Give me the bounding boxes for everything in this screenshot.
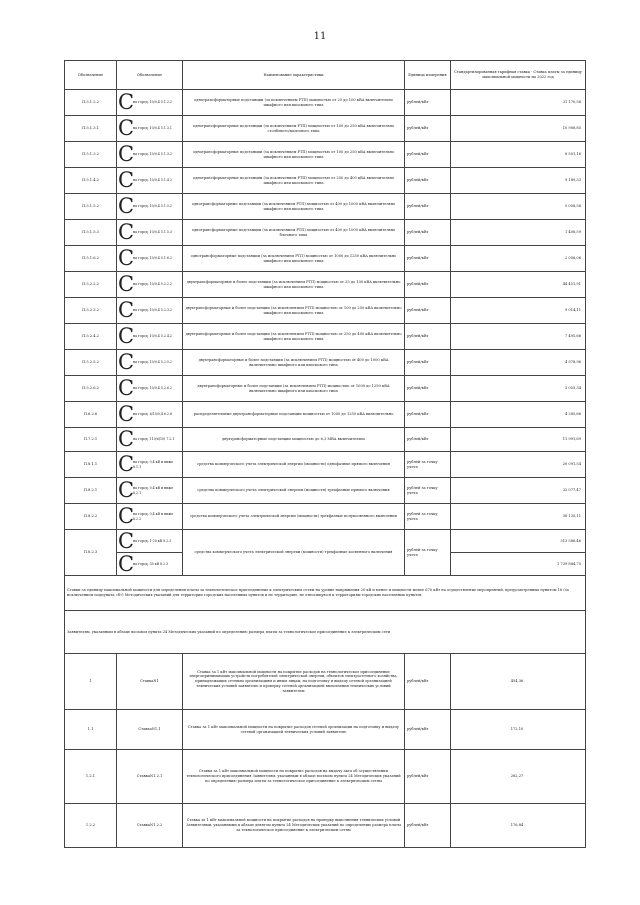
row-unit: рублей/кВт: [405, 324, 451, 350]
row-unit: рублей/кВт: [405, 804, 451, 848]
c-glyph-icon: C: [118, 194, 135, 218]
row-unit: рублей/кВт: [405, 194, 451, 220]
bottom-table-row: [65, 654, 586, 710]
c-glyph-icon: C: [118, 402, 135, 426]
header-designation-2: Обозначение: [117, 61, 183, 90]
note-text: Ставки за единицу максимальной мощности для определения платы за технологическое присоединение к электрическим сетям на уровне напряжения 20 кВ и менее и мощности менее 670 кВт на осуществление мероприятий, предусмотренных пунктом 16 (за исключением подпункта «б») Методических указаний для территории городских населенных пунктов и не территорию, не относящуюся к территориям городских населенных пунктов: [65, 576, 586, 611]
row-description: двухтрансформаторные и более подстанции (за исключением РТП) мощностью от 250 до 400 кВА включительно шкафного или киоскового типа: [183, 324, 405, 350]
designation-text: на город, 10/0,4 5.1.6.2: [133, 256, 172, 261]
c-glyph-icon: C: [118, 298, 135, 322]
row-code: 1.2.2: [65, 804, 117, 848]
row-unit: рублей/кВт: [405, 90, 451, 116]
table-row: [65, 478, 586, 504]
designation-text: на город, 0,4 кВ и ниже 8.1.1: [133, 460, 174, 469]
designation-text: на город, 1-20 кВ 8.2.3: [133, 538, 172, 543]
section-text: Заявителям, указанным в абзаце восьмом пункта 24 Методических указаний по определению размера платы за технологическое присоединение к электрическим сети: [65, 611, 586, 654]
row-designation: [117, 168, 183, 194]
row-description: двухтрансформаторные и более подстанции (за исключением РТП) мощностью от 25 до 100 кВА включительно шкафного или киоскового типа: [183, 272, 405, 298]
row-description: двухтрансформаторные и более подстанции (за исключением РТП) мощностью от 400 до 1000 кВА включительно шкафного или киоскового типа: [183, 350, 405, 376]
row-code: 1: [65, 654, 117, 710]
row-unit: рублей/кВт: [405, 376, 451, 402]
c-glyph-icon: C: [118, 90, 135, 114]
header-designation: Обозначение: [65, 61, 117, 90]
row-designation: [117, 428, 183, 452]
row-value: 2 056,06: [451, 246, 586, 272]
table-row: [65, 452, 586, 478]
row-code: 1.1: [65, 710, 117, 750]
row-value: 38 135,11: [451, 504, 586, 530]
row-code: П.5.2.2.2: [65, 272, 117, 298]
row-value: 7 495,66: [451, 324, 586, 350]
row-designation: [117, 350, 183, 376]
row-description: однотрансформаторные подстанции (за исключением РТП) мощностью от 400 до 1000 кВА включительно блочного типа: [183, 220, 405, 246]
row-value: 44 451,91: [451, 272, 586, 298]
c-glyph-icon: C: [118, 504, 135, 528]
header-unit: Единица измерения: [405, 61, 451, 90]
c-glyph-icon: C: [118, 478, 135, 502]
row-rate-name: СтавкаN1.1: [117, 710, 183, 750]
row-value: 10 908,85: [451, 116, 586, 142]
row-value: 1 739 884,75: [451, 553, 586, 576]
row-unit: рублей/кВт: [405, 298, 451, 324]
row-description: средства коммерческого учета электрической энергии (мощности) трехфазные прямого включения: [183, 478, 405, 504]
row-value: 20 091,54: [451, 452, 586, 478]
row-value: 172,10: [451, 710, 586, 750]
table-body: [65, 90, 586, 530]
row-designation: [117, 272, 183, 298]
row-value: 1 408,59: [451, 220, 586, 246]
designation-text: на город, 10/0,4 5.2.4.2: [133, 334, 172, 339]
designation-text: на город, 10/0,4 5.1.5.3: [133, 230, 172, 235]
tariff-table: [64, 60, 586, 848]
c-glyph-icon: C: [118, 168, 135, 192]
row-code: П.5.1.2.2: [65, 90, 117, 116]
row-unit: рублей/кВт: [405, 710, 451, 750]
row-code: П.5.1.3.2: [65, 142, 117, 168]
row-code: П.5.1.3.1: [65, 116, 117, 142]
row-code: П.8.2.1: [65, 478, 117, 504]
designation-text: на город, 35 кВ 8.2.3: [133, 561, 169, 566]
row-value: 4 285,66: [451, 402, 586, 428]
row-value: 11 991,69: [451, 428, 586, 452]
row-code: 1.2.1: [65, 750, 117, 804]
page-number: 11: [313, 31, 327, 42]
table-row: [65, 428, 586, 452]
row-rate-name: СтавкаN1.2.2: [117, 804, 183, 848]
bottom-table-row: [65, 804, 586, 848]
row-designation: [117, 142, 183, 168]
row-unit: рублей/кВт: [405, 168, 451, 194]
c-glyph-icon: C: [118, 142, 135, 166]
row-designation: [117, 298, 183, 324]
row-rate-name: СтавкаN1: [117, 654, 183, 710]
row-unit: рублей/кВт: [405, 220, 451, 246]
designation-text: на город, 10/0,4 5.1.2.2: [133, 100, 172, 105]
table-row: [65, 194, 586, 220]
row-description: средства коммерческого учета электрической энергии (мощности) трехфазные косвенного включения: [183, 530, 405, 576]
table-row: [65, 246, 586, 272]
table-row: [65, 350, 586, 376]
row-unit: рублей/кВт: [405, 116, 451, 142]
row-code: П.5.1.5.2: [65, 194, 117, 220]
table-row: [65, 220, 586, 246]
row-code: П.5.2.4.2: [65, 324, 117, 350]
row-description: однотрансформаторные подстанции (за исключением РТП) мощностью от 100 до 250 кВА включительно шкафного или киоскового типа: [183, 142, 405, 168]
row-unit: рублей за точку учета: [405, 478, 451, 504]
row-code: П.8.2.2: [65, 504, 117, 530]
row-description: однотрансформаторные подстанции (за исключением РТП) мощностью от 1000 до 1250 кВА включительно шкафного или киоскового типа: [183, 246, 405, 272]
row-designation: [117, 478, 183, 504]
designation-text: на город, 10/0,4 5.2.6.2: [133, 386, 172, 391]
row-unit: рублей/кВт: [405, 272, 451, 298]
row-rate-name: СтавкаN1.2.1: [117, 750, 183, 804]
row-value: 9 189,33: [451, 168, 586, 194]
c-glyph-icon: C: [118, 324, 135, 348]
row-value: 313 586,46: [451, 530, 586, 553]
row-designation: [117, 246, 183, 272]
header-characteristic: Наименование характеристики: [183, 61, 405, 90]
row-description: двухтрансформаторные и более подстанции (за исключением РТП) мощностью от 1000 до 1250 кВА включительно шкафного или киоскового типа: [183, 376, 405, 402]
c-glyph-icon: C: [118, 376, 135, 400]
row-code: П.8.1.1: [65, 452, 117, 478]
row-description: однотрансформаторные подстанции (за исключением РТП) мощностью от 100 до 250 кВА включительно столбового/мачтового типа: [183, 116, 405, 142]
row-unit: рублей за точку учета: [405, 504, 451, 530]
row-code: П.6.2.6: [65, 402, 117, 428]
row-description: однотрансформаторные подстанции (за исключением РТП) мощностью от 250 до 400 кВА включительно шкафного или киоскового типа: [183, 168, 405, 194]
designation-text: на город, 0,4 кВ и ниже 8.2.1: [133, 486, 174, 495]
row-description: средства коммерческого учета электрической энергии (мощности) трехфазные полукосвенного включения: [183, 504, 405, 530]
row-unit: рублей за точку учета: [405, 452, 451, 478]
c-glyph-icon: C: [118, 528, 135, 553]
row-description: Ставка за 1 кВт максимальной мощности на покрытие расходов на проверку выполнения технических условий Заявителями, указанными в абзаце девятом пункта 24 Методических указаний по определению размера платы за технологическое присоединение к электрическим сетям: [183, 804, 405, 848]
header-rate: Стандартизированная тарифная ставка - Ставка платы за единицу максимальной мощности на 2022 год: [451, 61, 586, 90]
row-designation: [117, 90, 183, 116]
bottom-table-row: [65, 750, 586, 804]
table-row: [65, 504, 586, 530]
table-row: [65, 402, 586, 428]
c-glyph-icon: C: [118, 551, 135, 576]
row-description: распределительные двухтрансформаторные подстанции мощностью от 1000 до 1250 кВА включительно: [183, 402, 405, 428]
row-code: П.5.1.5.3: [65, 220, 117, 246]
table-row: [65, 324, 586, 350]
row-value: 454,36: [451, 654, 586, 710]
c-glyph-icon: C: [118, 452, 135, 476]
row-designation: [117, 194, 183, 220]
row-unit: рублей/кВт: [405, 350, 451, 376]
designation-text: на город, 10/0,4 5.2.3.2: [133, 308, 172, 313]
section-row: [65, 611, 586, 654]
designation-text: на город, 10/0,4 5.1.4.2: [133, 178, 172, 183]
designation-text: на город, 10/0,4 5.2.2.2: [133, 282, 172, 287]
row-description: средства коммерческого учета электрической энергии (мощности) однофазные прямого включения: [183, 452, 405, 478]
designation-text: на город, 10/0,4 5.1.3.2: [133, 152, 172, 157]
row-designation: [117, 530, 183, 553]
row-code: П.8.2.3: [65, 530, 117, 576]
row-value: 176,84: [451, 804, 586, 848]
row-description: Ставка за 1 кВт максимальной мощности на покрытие расходов на выдачу акта об осуществлении технологического присоединения Заявителям, указанным в абзаце восьмом пункта 24 Методических указаний по определению размера платы за технологическое присоединение к электрическим сетям: [183, 750, 405, 804]
designation-text: на город, 10/0,4 5.1.5.2: [133, 204, 172, 209]
c-glyph-icon: C: [118, 427, 135, 451]
row-description: Ставка за 1 кВт максимальной мощности на покрытие расходов на технологическое присоединение энергопринимающих устройств потребителей электрической энергии, объектов электросетевого хозяйства, принадлежащих сетевым организациям и иным лицам, на подготовку и выдачу сетевой организацией технических условий заявителю и проверку сетевой организацией выполнения технических условий заявителем: [183, 654, 405, 710]
row-designation: [117, 452, 183, 478]
row-designation: [117, 553, 183, 576]
table-row: [65, 272, 586, 298]
row-designation: [117, 504, 183, 530]
c-glyph-icon: C: [118, 220, 135, 244]
table-row: [65, 90, 586, 116]
c-glyph-icon: C: [118, 246, 135, 270]
c-glyph-icon: C: [118, 272, 135, 296]
row-description: двухтрансформаторные подстанции мощностью до 6,3 МВА включительно: [183, 428, 405, 452]
row-designation: [117, 220, 183, 246]
row-value: 5 058,56: [451, 194, 586, 220]
table-row: [65, 142, 586, 168]
row-value: 31 170,56: [451, 90, 586, 116]
bottom-table-body: [65, 654, 586, 848]
table-row: [65, 298, 586, 324]
row-code: П.5.1.4.2: [65, 168, 117, 194]
row-value: 8 501,16: [451, 142, 586, 168]
c-glyph-icon: C: [118, 350, 135, 374]
row-description: Ставка за 1 кВт максимальной мощности на покрытие расходов сетевой организации на подготовку и выдачу сетевой организацией технических условий заявителю: [183, 710, 405, 750]
row-unit: рублей/кВт: [405, 142, 451, 168]
row-code: П.5.2.5.2: [65, 350, 117, 376]
note-row: [65, 576, 586, 611]
designation-text: на город, 110/6(10) 7.2.1: [133, 437, 175, 442]
row-code: П.5.1.6.2: [65, 246, 117, 272]
c-glyph-icon: C: [118, 116, 135, 140]
row-value: 32 077,47: [451, 478, 586, 504]
designation-text: на город, 10/0,4 5.2.5.2: [133, 360, 172, 365]
row-code: П.7.2.1: [65, 428, 117, 452]
row-unit: рублей/кВт: [405, 402, 451, 428]
table-row-8-2-3a: [65, 530, 586, 553]
table-row: [65, 116, 586, 142]
row-designation: [117, 376, 183, 402]
row-unit: рублей/кВт: [405, 750, 451, 804]
row-unit: рублей/кВт: [405, 246, 451, 272]
row-designation: [117, 116, 183, 142]
row-value: 9 014,11: [451, 298, 586, 324]
row-code: П.5.2.3.2: [65, 298, 117, 324]
bottom-table-row: [65, 710, 586, 750]
table-row: [65, 168, 586, 194]
row-value: 4 978,96: [451, 350, 586, 376]
row-unit: рублей/кВт: [405, 428, 451, 452]
table-row: [65, 376, 586, 402]
row-description: двухтрансформаторные и более подстанции (за исключением РТП) мощностью от 100 до 250 кВА включительно шкафного или киоскового типа: [183, 298, 405, 324]
table-header-row: [65, 61, 586, 90]
designation-text: на город, 10/0,4 5.1.3.1: [133, 126, 172, 131]
row-code: П.5.2.6.2: [65, 376, 117, 402]
designation-text: на город, 6/10/0,4 6.2.6: [133, 412, 173, 417]
row-description: однотрансформаторные подстанции (за исключением РТП) мощностью от 400 до 1000 кВА включительно шкафного или киоскового типа: [183, 194, 405, 220]
row-unit: рублей за точку учета: [405, 530, 451, 576]
row-unit: рублей/кВт: [405, 654, 451, 710]
row-description: однотрансформаторные подстанции (за исключением РТП) мощностью от 25 до 100 кВА включительно шкафного или киоскового типа: [183, 90, 405, 116]
row-value: 3 055,34: [451, 376, 586, 402]
row-designation: [117, 402, 183, 428]
designation-text: на город, 0,4 кВ и ниже 8.2.2: [133, 512, 174, 521]
row-value: 282,27: [451, 750, 586, 804]
row-designation: [117, 324, 183, 350]
